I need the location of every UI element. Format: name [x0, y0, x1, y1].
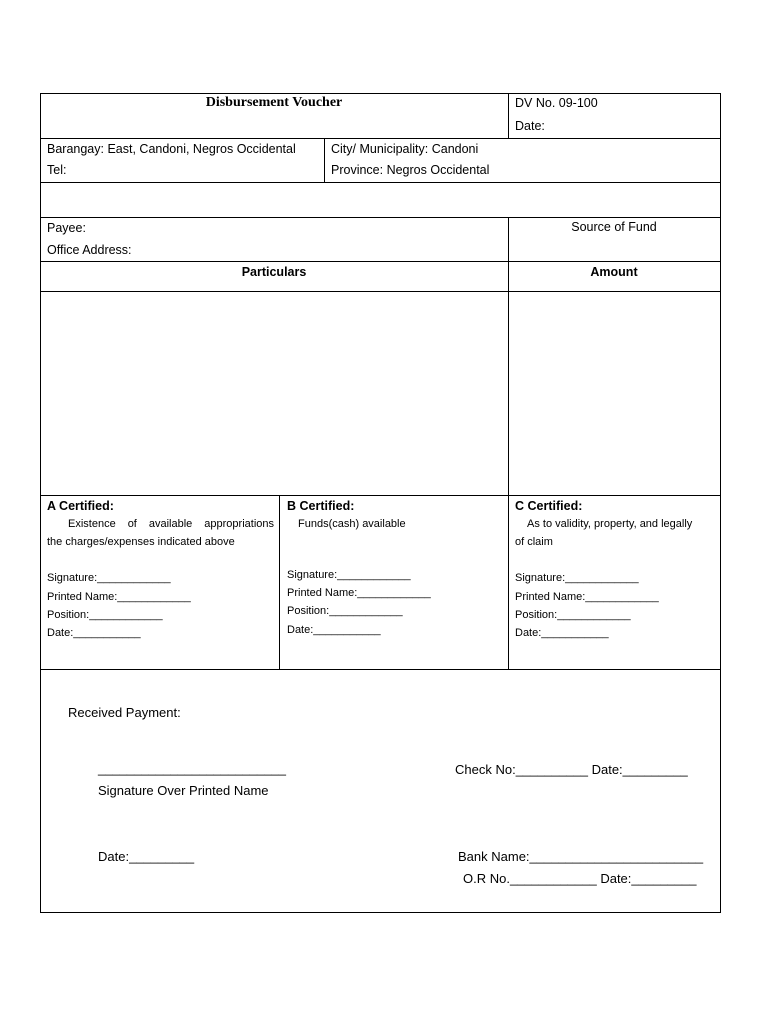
- form-border-right: [720, 93, 721, 913]
- certification-b-printed-name: Printed Name:____________: [287, 587, 431, 599]
- column-divider: [279, 495, 280, 669]
- form-border-top: [40, 93, 721, 94]
- certification-b-signature: Signature:____________: [287, 569, 411, 581]
- certification-a-printed-name: Printed Name:____________: [47, 591, 191, 603]
- check-no-field: Check No:__________ Date:_________: [455, 762, 688, 777]
- row-divider: [40, 495, 721, 496]
- column-divider: [324, 138, 325, 182]
- row-divider: [40, 182, 721, 183]
- certification-b-position: Position:____________: [287, 605, 403, 617]
- office-address-label: Office Address:: [47, 243, 132, 257]
- certification-c-date: Date:___________: [515, 627, 609, 639]
- certification-c-text-line1: As to validity, property, and legally: [527, 518, 693, 530]
- row-divider: [40, 261, 721, 262]
- certification-a-title: A Certified:: [47, 499, 114, 513]
- payee-label: Payee:: [47, 221, 86, 235]
- form-border-left: [40, 93, 41, 913]
- or-no-field: O.R No.____________ Date:_________: [463, 871, 697, 886]
- certification-c-position: Position:____________: [515, 609, 631, 621]
- province-field: Province: Negros Occidental: [331, 163, 490, 177]
- source-of-fund-label: Source of Fund: [571, 220, 657, 234]
- column-divider: [508, 217, 509, 669]
- tel-field: Tel:: [47, 163, 67, 177]
- certification-a-text-line1: Existence of available appropriations: [68, 518, 274, 530]
- certification-c-printed-name: Printed Name:____________: [515, 591, 659, 603]
- received-payment-label: Received Payment:: [68, 705, 181, 720]
- column-divider: [508, 93, 509, 138]
- certification-a-signature: Signature:____________: [47, 572, 171, 584]
- certification-c-text-line2: of claim: [515, 536, 553, 548]
- dv-date-label: Date:: [515, 119, 545, 133]
- row-divider: [40, 291, 721, 292]
- receipt-date: Date:_________: [98, 849, 195, 864]
- row-divider: [40, 669, 721, 670]
- particulars-header: Particulars: [241, 265, 307, 279]
- certification-c-title: C Certified:: [515, 499, 583, 513]
- dv-number: DV No. 09-100: [515, 96, 598, 110]
- city-field: City/ Municipality: Candoni: [331, 142, 479, 156]
- certification-a-position: Position:____________: [47, 609, 163, 621]
- amount-header: Amount: [590, 265, 638, 279]
- signature-over-printed-name: Signature Over Printed Name: [98, 783, 269, 798]
- certification-c-signature: Signature:____________: [515, 572, 639, 584]
- certification-a-text-line2: the charges/expenses indicated above: [47, 536, 235, 548]
- form-border-bottom: [40, 912, 721, 913]
- row-divider: [40, 217, 721, 218]
- form-title: Disbursement Voucher: [205, 95, 343, 110]
- certification-b-title: B Certified:: [287, 499, 355, 513]
- bank-name-field: Bank Name:________________________: [458, 849, 704, 864]
- row-divider: [40, 138, 721, 139]
- certification-b-text-line1: Funds(cash) available: [298, 518, 406, 530]
- signature-line: __________________________: [98, 761, 286, 776]
- certification-b-date: Date:___________: [287, 624, 381, 636]
- certification-a-date: Date:___________: [47, 627, 141, 639]
- barangay-field: Barangay: East, Candoni, Negros Occidental: [47, 142, 296, 156]
